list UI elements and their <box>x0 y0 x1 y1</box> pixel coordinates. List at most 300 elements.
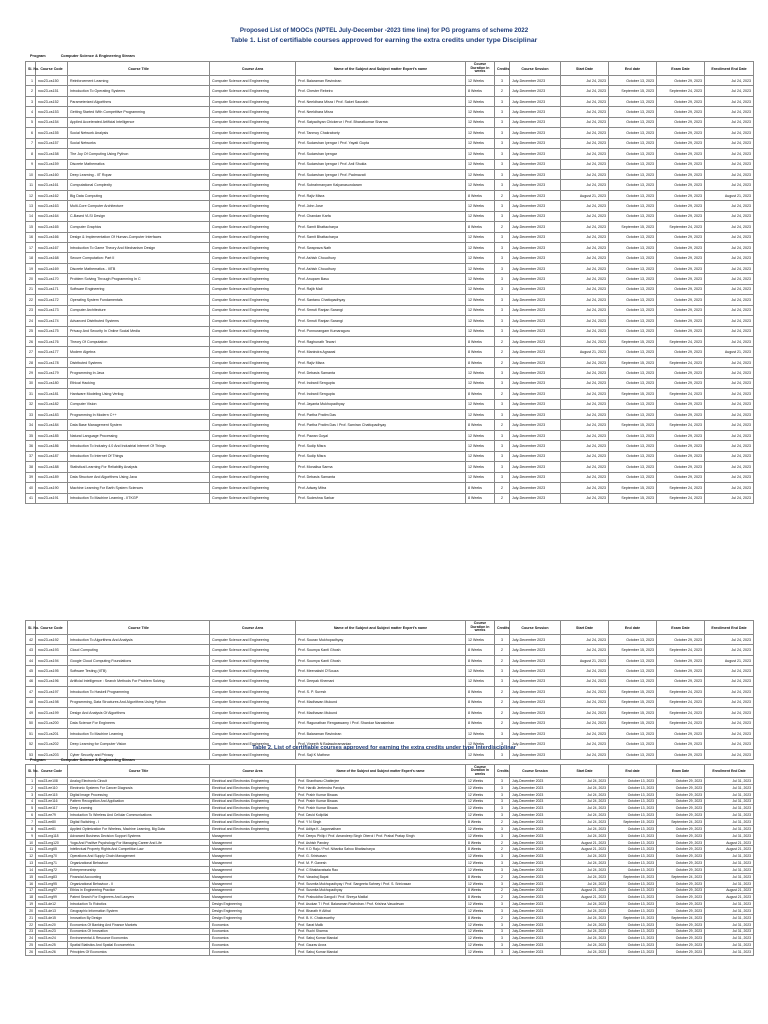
cell-area: Computer Science and Engineering <box>210 399 296 409</box>
cell-slno: 20 <box>26 274 36 284</box>
cell-enroll: Jul 24, 2023 <box>705 389 754 399</box>
cell-slno: 13 <box>26 860 36 867</box>
cell-exam: October 29, 2023 <box>657 921 705 928</box>
cell-session: July-December 2023 <box>510 410 561 420</box>
cell-code: noc23-cs175 <box>36 326 68 336</box>
cell-exam: October 29, 2023 <box>657 472 705 482</box>
cell-session: July-December 2023 <box>510 347 561 357</box>
cell-area: Computer Science and Engineering <box>210 368 296 378</box>
cell-title: Organizational Behaviour - II <box>68 880 210 887</box>
cell-end: October 13, 2023 <box>609 441 657 451</box>
cell-slno: 41 <box>26 493 36 503</box>
cell-duration: 12 Weeks <box>466 368 495 378</box>
cell-code: noc23-cs184 <box>36 420 68 430</box>
cell-expert: Prof. Sudarshan Iyengar / Prof. Padmavati <box>296 169 466 179</box>
cell-credits: 3 <box>495 728 510 738</box>
cell-credits: 2 <box>495 708 510 718</box>
cell-start: Jul 24, 2023 <box>561 860 609 867</box>
cell-enroll: August 21, 2023 <box>705 347 754 357</box>
table2-body <box>26 778 754 956</box>
cell-end: October 13, 2023 <box>609 901 657 908</box>
cell-enroll: Jul 31, 2023 <box>705 921 754 928</box>
cell-code: noc23-ee117 <box>36 805 68 812</box>
cell-slno: 27 <box>26 347 36 357</box>
cell-start: Jul 24, 2023 <box>561 805 609 812</box>
cell-title: Data Science For Engineers <box>68 718 210 728</box>
cell-duration: 12 Weeks <box>466 117 495 127</box>
cell-start: Jul 24, 2023 <box>561 399 609 409</box>
cell-start: Jul 24, 2023 <box>561 942 609 949</box>
cell-credits: 3 <box>495 949 510 956</box>
cell-duration: 12 Weeks <box>466 853 495 860</box>
cell-credits: 2 <box>495 336 510 346</box>
cell-area: Management <box>210 839 296 846</box>
cell-exam: October 29, 2023 <box>657 149 705 159</box>
table-row <box>26 378 754 388</box>
cell-code: noc23-ee116 <box>36 798 68 805</box>
cell-start: Jul 24, 2023 <box>561 635 609 645</box>
cell-end: October 13, 2023 <box>609 635 657 645</box>
cell-enroll: Jul 24, 2023 <box>705 645 754 655</box>
cell-area: Computer Science and Engineering <box>210 420 296 430</box>
cell-enroll: August 21, 2023 <box>705 190 754 200</box>
table-row <box>26 666 754 676</box>
cell-credits: 3 <box>495 326 510 336</box>
cell-slno: 17 <box>26 243 36 253</box>
cell-title: Design & Implementation Of Human-Computer Interfaces <box>68 232 210 242</box>
cell-area: Electrical and Electronics Engineering <box>210 791 296 798</box>
cell-credits: 2 <box>495 655 510 665</box>
cell-area: Computer Science and Engineering <box>210 117 296 127</box>
cell-duration: 8 Weeks <box>466 483 495 493</box>
table-row <box>26 430 754 440</box>
cell-credits: 2 <box>495 222 510 232</box>
cell-duration: 8 Weeks <box>466 86 495 96</box>
cell-start: Jul 24, 2023 <box>561 410 609 420</box>
cell-code: noc23-cs185 <box>36 430 68 440</box>
cell-duration: 8 Weeks <box>466 222 495 232</box>
cell-title: Analog Electronic Circuit <box>68 778 210 785</box>
cell-duration: 12 Weeks <box>466 666 495 676</box>
cell-end: October 13, 2023 <box>609 942 657 949</box>
cell-slno: 35 <box>26 430 36 440</box>
cell-session: July-December 2023 <box>510 149 561 159</box>
cell-slno: 9 <box>26 159 36 169</box>
cell-start: Jul 24, 2023 <box>561 180 609 190</box>
cell-exam: October 29, 2023 <box>657 853 705 860</box>
cell-area: Computer Science and Engineering <box>210 180 296 190</box>
cell-expert: Prof. Prabir Kumar Biswas <box>296 798 466 805</box>
cell-session: July-December 2023 <box>510 284 561 294</box>
cell-area: Management <box>210 860 296 867</box>
col-area: Course Area <box>210 765 296 778</box>
cell-expert: Prof. Swaprava Nath <box>296 243 466 253</box>
cell-enroll: Jul 24, 2023 <box>705 718 754 728</box>
cell-enroll: Jul 24, 2023 <box>705 635 754 645</box>
cell-expert: Prof. Partha Pratim Das / Prof. Samiran Chattopadhyay <box>296 420 466 430</box>
cell-end: September 15, 2023 <box>609 86 657 96</box>
cell-duration: 12 Weeks <box>466 908 495 915</box>
table-row <box>26 921 754 928</box>
cell-credits: 3 <box>495 138 510 148</box>
cell-session: July-December 2023 <box>510 138 561 148</box>
cell-area: Computer Science and Engineering <box>210 708 296 718</box>
cell-area: Computer Science and Engineering <box>210 336 296 346</box>
cell-credits: 3 <box>495 451 510 461</box>
cell-session: July-December 2023 <box>510 873 561 880</box>
table1-header-row <box>26 62 754 76</box>
cell-enroll: Jul 31, 2023 <box>705 805 754 812</box>
cell-slno: 10 <box>26 839 36 846</box>
cell-exam: October 29, 2023 <box>657 410 705 420</box>
cell-expert: Prof. Debasis Samanta <box>296 472 466 482</box>
cell-exam: September 24, 2023 <box>657 873 705 880</box>
cell-duration: 12 Weeks <box>466 739 495 749</box>
cell-code: noc23-cs166 <box>36 232 68 242</box>
cell-code: noc23-cs173 <box>36 305 68 315</box>
cell-area: Computer Science and Engineering <box>210 749 296 759</box>
cell-title: Social Network Analysis <box>68 128 210 138</box>
cell-enroll: August 21, 2023 <box>705 846 754 853</box>
cell-slno: 3 <box>26 96 36 106</box>
cell-session: July-December 2023 <box>510 357 561 367</box>
cell-session: July-December 2023 <box>510 336 561 346</box>
cell-session: July-December 2023 <box>510 749 561 759</box>
cell-expert: Prof. Shanthanu Chatterjee <box>296 778 466 785</box>
cell-start: Jul 24, 2023 <box>561 472 609 482</box>
cell-session: July-December 2023 <box>510 169 561 179</box>
cell-end: October 13, 2023 <box>609 430 657 440</box>
cell-slno: 7 <box>26 819 36 826</box>
cell-exam: October 29, 2023 <box>657 839 705 846</box>
cell-expert: Prof. Rajiv Misra <box>296 190 466 200</box>
cell-title: Organizational Behaviour <box>68 860 210 867</box>
cell-slno: 5 <box>26 117 36 127</box>
cell-area: Computer Science and Engineering <box>210 211 296 221</box>
cell-duration: 12 Weeks <box>466 284 495 294</box>
table-row <box>26 232 754 242</box>
cell-slno: 4 <box>26 798 36 805</box>
cell-duration: 12 Weeks <box>466 149 495 159</box>
cell-slno: 25 <box>26 942 36 949</box>
cell-area: Computer Science and Engineering <box>210 305 296 315</box>
cell-enroll: August 21, 2023 <box>705 894 754 901</box>
cell-title: Economics Of Banking And Finance Markets <box>68 921 210 928</box>
cell-code: noc23-cs178 <box>36 357 68 367</box>
table-row <box>26 96 754 106</box>
cell-credits: 3 <box>495 791 510 798</box>
cell-exam: October 29, 2023 <box>657 295 705 305</box>
cell-duration: 12 Weeks <box>466 399 495 409</box>
cell-start: Jul 24, 2023 <box>561 901 609 908</box>
cell-end: October 13, 2023 <box>609 76 657 86</box>
table-row <box>26 316 754 326</box>
cell-slno: 23 <box>26 928 36 935</box>
table2 <box>25 764 754 956</box>
program-label: Program <box>30 54 46 58</box>
cell-area: Electrical and Electronics Engineering <box>210 819 296 826</box>
col-credits: Credits <box>495 621 510 635</box>
cell-end: September 15, 2023 <box>609 389 657 399</box>
cell-area: Design Engineering <box>210 908 296 915</box>
cell-code: noc23-cs193 <box>36 645 68 655</box>
cell-start: Jul 24, 2023 <box>561 819 609 826</box>
cell-area: Computer Science and Engineering <box>210 462 296 472</box>
cell-expert: Prof. Sudeshna Sarkar <box>296 493 466 503</box>
cell-credits: 3 <box>495 243 510 253</box>
cell-start: Jul 24, 2023 <box>561 798 609 805</box>
cell-code: noc23-cs182 <box>36 399 68 409</box>
cell-enroll: Jul 24, 2023 <box>705 222 754 232</box>
cell-exam: October 29, 2023 <box>657 739 705 749</box>
cell-code: noc23-de12 <box>36 901 68 908</box>
cell-title: Electronic Systems For Cancer Diagnosis <box>68 784 210 791</box>
cell-session: July-December 2023 <box>510 86 561 96</box>
table-row <box>26 389 754 399</box>
cell-end: September 15, 2023 <box>609 483 657 493</box>
cell-title: Problem Solving Through Programming In C <box>68 274 210 284</box>
cell-code: noc23-mg118 <box>36 832 68 839</box>
cell-duration: 12 Weeks <box>466 791 495 798</box>
cell-duration: 8 Weeks <box>466 655 495 665</box>
cell-enroll: Jul 24, 2023 <box>705 739 754 749</box>
cell-credits: 3 <box>495 472 510 482</box>
table-row <box>26 846 754 853</box>
cell-start: Jul 24, 2023 <box>561 853 609 860</box>
cell-code: noc23-cs179 <box>36 368 68 378</box>
cell-end: October 13, 2023 <box>609 860 657 867</box>
cell-duration: 12 Weeks <box>466 159 495 169</box>
cell-area: Computer Science and Engineering <box>210 274 296 284</box>
cell-start: Jul 24, 2023 <box>561 718 609 728</box>
cell-exam: October 29, 2023 <box>657 784 705 791</box>
cell-slno: 10 <box>26 169 36 179</box>
col-area: Course Area <box>210 621 296 635</box>
cell-area: Computer Science and Engineering <box>210 378 296 388</box>
cell-slno: 16 <box>26 880 36 887</box>
cell-expert: Prof. Pawan Goyal <box>296 430 466 440</box>
cell-code: noc23-cs190 <box>36 483 68 493</box>
cell-duration: 12 Weeks <box>466 784 495 791</box>
cell-code: noc23-ec26 <box>36 949 68 956</box>
cell-enroll: Jul 31, 2023 <box>705 928 754 935</box>
cell-start: August 21, 2023 <box>561 347 609 357</box>
cell-enroll: Jul 24, 2023 <box>705 96 754 106</box>
table-row <box>26 462 754 472</box>
cell-title: Principles Of Economics <box>68 949 210 956</box>
cell-credits: 3 <box>495 853 510 860</box>
cell-enroll: Jul 24, 2023 <box>705 149 754 159</box>
cell-code: noc23-cs168 <box>36 253 68 263</box>
cell-start: Jul 24, 2023 <box>561 138 609 148</box>
cell-expert: Prof. Sabuj Kumar Mandal <box>296 949 466 956</box>
cell-end: October 13, 2023 <box>609 655 657 665</box>
cell-area: Computer Science and Engineering <box>210 739 296 749</box>
cell-area: Computer Science and Engineering <box>210 655 296 665</box>
cell-expert: Prof. Ashish Pandey <box>296 839 466 846</box>
cell-area: Electrical and Electronics Engineering <box>210 805 296 812</box>
cell-duration: 8 Weeks <box>466 708 495 718</box>
table-row <box>26 728 754 738</box>
cell-expert: Prof. Ashish Choudhury <box>296 253 466 263</box>
table-row <box>26 914 754 921</box>
cell-expert: Prof. K D Raju / Prof. Niharika Sahoo Bhattacharya <box>296 846 466 853</box>
cell-code: noc23-cs159 <box>36 159 68 169</box>
cell-code: noc23-mg83 <box>36 873 68 880</box>
cell-start: Jul 24, 2023 <box>561 86 609 96</box>
cell-expert: Prof. B. K. Chakravarthy <box>296 914 466 921</box>
cell-area: Computer Science and Engineering <box>210 493 296 503</box>
cell-session: July-December 2023 <box>510 211 561 221</box>
cell-credits: 2 <box>495 190 510 200</box>
cell-duration: 12 Weeks <box>466 928 495 935</box>
cell-title: Artificial Intelligence : Search Methods For Problem Solving <box>68 676 210 686</box>
cell-area: Computer Science and Engineering <box>210 96 296 106</box>
cell-code: noc23-cs167 <box>36 243 68 253</box>
cell-title: Secure Computation: Part II <box>68 253 210 263</box>
cell-enroll: Jul 24, 2023 <box>705 483 754 493</box>
cell-title: Reinforcement Learning <box>68 76 210 86</box>
cell-slno: 26 <box>26 949 36 956</box>
cell-session: July-December 2023 <box>510 832 561 839</box>
cell-end: October 13, 2023 <box>609 832 657 839</box>
cell-expert: Prof. Indranil Sengupta <box>296 389 466 399</box>
cell-session: July-December 2023 <box>510 243 561 253</box>
cell-code: noc23-cs187 <box>36 451 68 461</box>
cell-enroll: Jul 24, 2023 <box>705 211 754 221</box>
table-row <box>26 866 754 873</box>
table-row <box>26 472 754 482</box>
cell-duration: 12 Weeks <box>466 901 495 908</box>
cell-credits: 3 <box>495 832 510 839</box>
cell-start: Jul 24, 2023 <box>561 430 609 440</box>
col-title: Course Title <box>68 621 210 635</box>
table-row <box>26 483 754 493</box>
cell-title: Introduction To Machine Learning - IITKGP <box>68 493 210 503</box>
cell-enroll: Jul 31, 2023 <box>705 914 754 921</box>
cell-area: Computer Science and Engineering <box>210 645 296 655</box>
cell-exam: September 24, 2023 <box>657 483 705 493</box>
cell-expert: Prof. Debasis Samanta <box>296 368 466 378</box>
cell-code: noc23-ec25 <box>36 942 68 949</box>
table-row <box>26 873 754 880</box>
cell-enroll: Jul 24, 2023 <box>705 117 754 127</box>
cell-slno: 8 <box>26 825 36 832</box>
cell-start: Jul 24, 2023 <box>561 914 609 921</box>
cell-end: October 13, 2023 <box>609 451 657 461</box>
cell-credits: 3 <box>495 368 510 378</box>
cell-title: Entrepreneurship <box>68 866 210 873</box>
col-enroll: Enrollment End Date <box>705 62 754 76</box>
cell-title: Spatial Statistics And Spatial Econometrics <box>68 942 210 949</box>
cell-slno: 6 <box>26 128 36 138</box>
cell-start: Jul 24, 2023 <box>561 728 609 738</box>
cell-session: July-December 2023 <box>510 159 561 169</box>
cell-credits: 3 <box>495 749 510 759</box>
cell-title: Data Base Management System <box>68 420 210 430</box>
cell-duration: 12 Weeks <box>466 305 495 315</box>
cell-end: October 13, 2023 <box>609 676 657 686</box>
cell-expert: Prof. Satyadhyan Chickerur / Prof. Bharatkumar Sharma <box>296 117 466 127</box>
cell-exam: October 29, 2023 <box>657 305 705 315</box>
cell-code: noc23-mg99 <box>36 894 68 901</box>
col-credits: Credits <box>495 765 510 778</box>
cell-end: October 13, 2023 <box>609 378 657 388</box>
cell-code: noc23-cs172 <box>36 295 68 305</box>
cell-end: October 13, 2023 <box>609 949 657 956</box>
cell-duration: 12 Weeks <box>466 326 495 336</box>
cell-expert: Prof. Susmita Mukhopadhyay / Prof. Sangeeta Sahney / Prof. S. Srinivasan <box>296 880 466 887</box>
cell-enroll: August 21, 2023 <box>705 655 754 665</box>
cell-session: July-December 2023 <box>510 666 561 676</box>
cell-credits: 3 <box>495 901 510 908</box>
cell-expert: Prof. Raghunath Tewari <box>296 336 466 346</box>
cell-enroll: Jul 31, 2023 <box>705 778 754 785</box>
cell-start: Jul 24, 2023 <box>561 378 609 388</box>
cell-enroll: Jul 24, 2023 <box>705 472 754 482</box>
cell-title: Privacy And Security In Online Social Media <box>68 326 210 336</box>
cell-expert: Prof. Y N Singh <box>296 819 466 826</box>
cell-exam: October 29, 2023 <box>657 201 705 211</box>
cell-slno: 19 <box>26 901 36 908</box>
cell-session: July-December 2023 <box>510 645 561 655</box>
cell-start: Jul 24, 2023 <box>561 76 609 86</box>
cell-exam: September 24, 2023 <box>657 914 705 921</box>
cell-exam: October 29, 2023 <box>657 894 705 901</box>
cell-session: July-December 2023 <box>510 880 561 887</box>
cell-end: October 13, 2023 <box>609 728 657 738</box>
cell-expert: Prof. Asokan T / Prof. Balaraman Ravindran / Prof. Krishna Vasudevan <box>296 901 466 908</box>
cell-code: noc23-cs164 <box>36 211 68 221</box>
cell-expert: Prof. Chandan Karfa <box>296 211 466 221</box>
cell-expert: Prof. S. P. Suresh <box>296 687 466 697</box>
cell-exam: October 29, 2023 <box>657 778 705 785</box>
cell-end: September 15, 2023 <box>609 357 657 367</box>
cell-expert: Prof. Gaurav Arora <box>296 942 466 949</box>
table-row <box>26 190 754 200</box>
cell-start: Jul 24, 2023 <box>561 336 609 346</box>
cell-area: Computer Science and Engineering <box>210 222 296 232</box>
cell-title: Deep Learning <box>68 805 210 812</box>
cell-session: July-December 2023 <box>510 253 561 263</box>
cell-end: October 13, 2023 <box>609 243 657 253</box>
cell-expert: Prof. Meenakshi D'Souza <box>296 666 466 676</box>
cell-credits: 3 <box>495 117 510 127</box>
cell-start: Jul 24, 2023 <box>561 201 609 211</box>
cell-end: October 13, 2023 <box>609 894 657 901</box>
cell-session: July-December 2023 <box>510 117 561 127</box>
cell-title: Machine Learning For Earth System Sciences <box>68 483 210 493</box>
cell-code: noc23-ec23 <box>36 928 68 935</box>
cell-title: Natural Language Processing <box>68 430 210 440</box>
cell-title: Deep Learning for Computer Vision <box>68 739 210 749</box>
cell-session: July-December 2023 <box>510 295 561 305</box>
cell-end: October 13, 2023 <box>609 921 657 928</box>
cell-title: Programming In Modern C++ <box>68 410 210 420</box>
cell-expert: Prof. Rajib Mall <box>296 284 466 294</box>
cell-title: Digital Image Processing <box>68 791 210 798</box>
cell-slno: 12 <box>26 853 36 860</box>
cell-title: Introduction To Game Theory And Mechanism Design <box>68 243 210 253</box>
cell-start: Jul 24, 2023 <box>561 935 609 942</box>
cell-credits: 3 <box>495 812 510 819</box>
cell-exam: October 29, 2023 <box>657 798 705 805</box>
cell-expert: Prof. Partha Pratim Das <box>296 410 466 420</box>
cell-code: noc23-ec20 <box>36 921 68 928</box>
cell-session: July-December 2023 <box>510 949 561 956</box>
cell-title: Introduction To Industry 4.0 And Industrial Internet Of Things <box>68 441 210 451</box>
cell-enroll: Jul 24, 2023 <box>705 697 754 707</box>
